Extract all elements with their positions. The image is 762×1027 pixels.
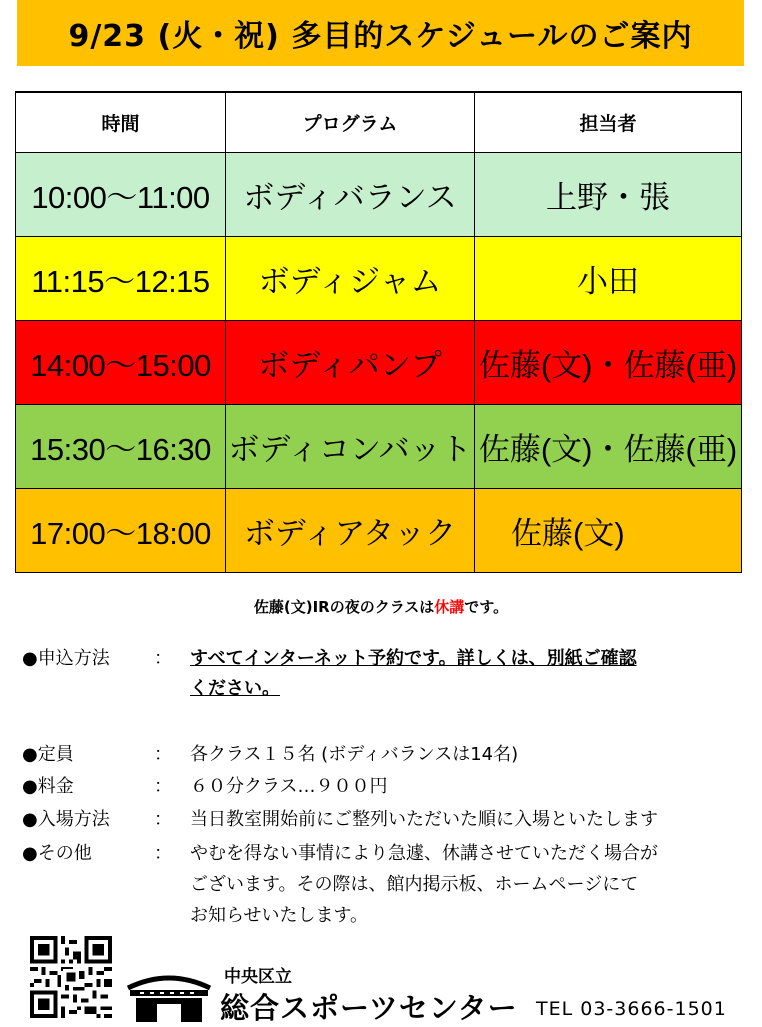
title-banner [17, 0, 744, 66]
info-colon: ： [154, 648, 172, 669]
column-header-instructor: 担当者 [475, 92, 742, 153]
instructor-cell: 上野・張 [475, 153, 742, 237]
info-colon: ： [154, 809, 172, 830]
org-name: 総合スポーツセンター [220, 991, 518, 1025]
info-value: 当日教室開始前にご整列いただいた順に入場といたします [190, 809, 658, 830]
note-highlight: 休講 [434, 598, 465, 616]
info-value: 各クラス１５名 (ボディバランスは14名) [190, 744, 519, 765]
info-colon: ： [154, 776, 172, 797]
info-colon: ： [154, 744, 172, 765]
qr-code-icon[interactable] [30, 936, 112, 1018]
instructor-cell: 小田 [475, 237, 742, 321]
org-ward-label: 中央区立 [224, 967, 292, 987]
instructor-cell: 佐藤(文)・佐藤(亜) [475, 405, 742, 489]
time-cell: 15:30～16:30 [16, 405, 226, 489]
cancellation-note [0, 596, 762, 617]
sports-center-logo-icon [124, 966, 214, 1022]
info-label: ●定員 [22, 744, 74, 765]
time-cell: 14:00～15:00 [16, 321, 226, 405]
table-row [16, 321, 742, 405]
page-title: 9/23 (火・祝) 多目的スケジュールのご案内 [68, 19, 693, 54]
instructor-cell: 佐藤(文)・佐藤(亜) [475, 321, 742, 405]
info-value: すべてインターネット予約です。詳しくは、別紙ご確認 [190, 648, 637, 669]
time-cell: 10:00～11:00 [16, 153, 226, 237]
info-value: お知らせいたします。 [190, 905, 369, 926]
program-cell: ボディパンプ [226, 321, 475, 405]
phone-number: TEL 03-3666-1501 [536, 998, 727, 1020]
table-row [16, 489, 742, 573]
info-label: ●申込方法 [22, 648, 110, 669]
table-row [16, 153, 742, 237]
table-row [16, 405, 742, 489]
info-value: ください。 [190, 678, 280, 699]
note-prefix: 佐藤(文)IRの夜のクラスは [253, 598, 435, 616]
info-value: ６０分クラス…９００円 [190, 776, 388, 797]
program-cell: ボディバランス [226, 153, 475, 237]
instructor-cell: 佐藤(文) [475, 489, 742, 573]
column-header-time: 時間 [16, 92, 226, 153]
note-suffix: です。 [464, 598, 509, 616]
info-value: ございます。その際は、館内掲示板、ホームページにて [190, 874, 639, 895]
program-cell: ボディコンバット [226, 405, 475, 489]
table-header-row [16, 92, 742, 153]
info-label: ●入場方法 [22, 809, 110, 830]
program-cell: ボディジャム [226, 237, 475, 321]
time-cell: 17:00～18:00 [16, 489, 226, 573]
table-row [16, 237, 742, 321]
time-cell: 11:15～12:15 [16, 237, 226, 321]
column-header-program: プログラム [226, 92, 475, 153]
info-colon: ： [154, 843, 172, 864]
program-cell: ボディアタック [226, 489, 475, 573]
info-value: やむを得ない事情により急遽、休講させていただく場合が [190, 843, 658, 864]
info-label: ●料金 [22, 776, 74, 797]
schedule-table [15, 91, 742, 573]
info-label: ●その他 [22, 843, 92, 864]
